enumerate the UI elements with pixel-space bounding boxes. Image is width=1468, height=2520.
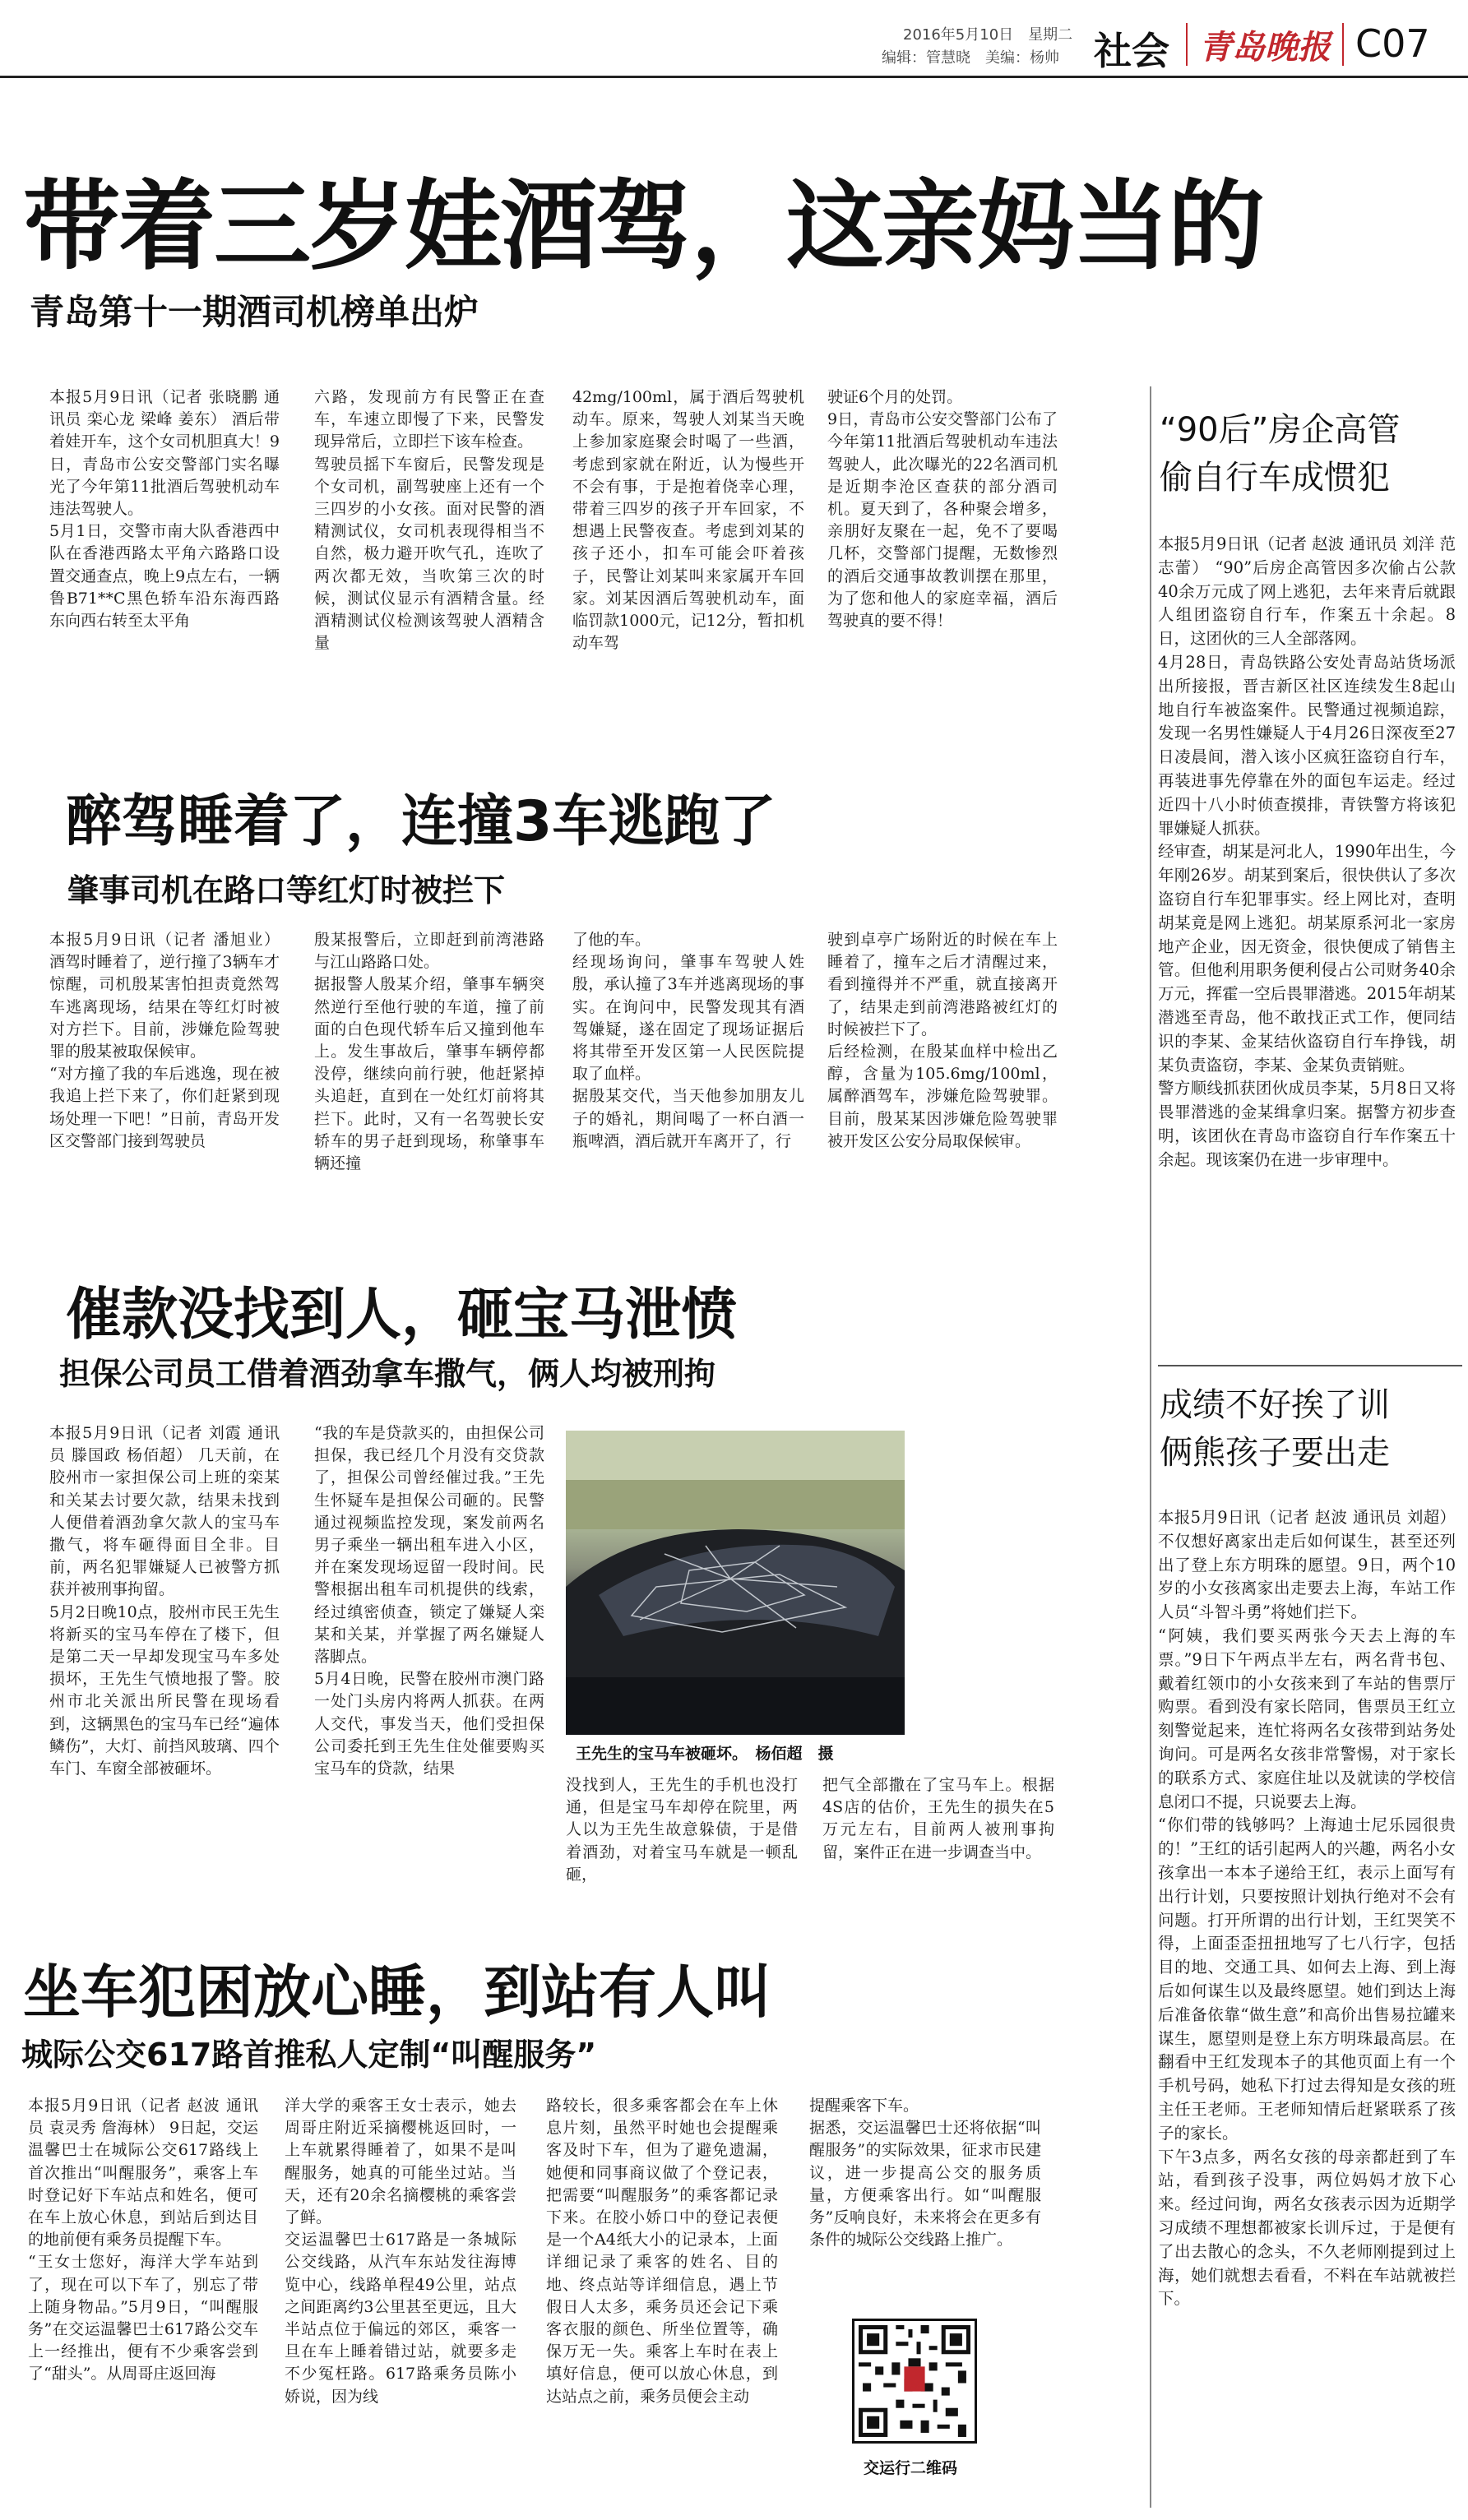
story3-col-2-text: “我的车是贷款买的，由担保公司担保，我已经几个月没有交贷款了，担保公司曾经催过我。”王先生怀疑车是担保公司砸的。民警通过视频监控发现，案发前两名男子乘坐一辆出租车进入小区，并在案发现场逗留一段时间。民警根据出租车司机提供的线索，经过缜密侦查，锁定了嫌疑人栾某和关某，并掌握了两名嫌疑人落脚点。 5月4日晚，民警在胶州市澳门路一处门头房内将两人抓获。在两人交代，事发当天，他们受担保公司委托到王先生住处催要购买宝马车的贷款，结果	[314, 1424, 544, 1778]
story1-headline: 带着三岁娃酒驾，这亲妈当的	[23, 169, 1264, 283]
story3-col-1-text: 本报5月9日讯（记者 刘霞 通讯员 滕国政 杨佰超） 几天前，在胶州市一家担保公司上班的栾某和关某去讨要欠款，结果未找到人便借着酒劲拿欠款人的宝马车撒气，将车砸得面目全非。目前，两名犯罪嫌疑人已被警方抓获并被刑事拘留。 5月2日晚10点，胶州市民王先生将新买的宝马车停在了楼下，但是第二天一早却发现宝马车多处损坏，王先生气愤地报了警。胶州市北关派出所民警在现场看到，这辆黑色的宝马车已经“遍体鳞伤”，大灯、前挡风玻璃、四个车门、车窗全部被砸坏。	[49, 1424, 280, 1778]
side2-body-text: 本报5月9日讯（记者 赵波 通讯员 刘超） 不仅想好离家出走后如何谋生，甚至还列出了登上东方明珠的愿望。9日，两个10岁的小女孩离家出走要去上海，车站工作人员“斗智斗勇”将她们拦下。 “阿姨，我们要买两张今天去上海的车票。”9日下午两点半左右，两名背书包、戴着红领巾的小女孩来到了车站的售票厅购票。看到没有家长陪同，售票员王红立刻警觉起来，连忙将两名女孩带到站务处询问。可是两名女孩非常警惕，对于家长的联系方式、家庭住址以及就读的学校信息闭口不提，只说要去上海。 “你们带的钱够吗？上海迪士尼乐园很贵的！”王红的话引起两人的兴趣，两名小女孩拿出一本本子递给王红，表示上面写有出行计划，只要按照计划执行绝对不会有问题。打开所谓的出行计划，王红哭笑不得，上面歪歪扭扭地写了七八行字，包括目的地、交通工具、如何去上海、到上海后如何谋生以及最终愿望。她们到达上海后准备依靠“做生意”和高价出售易拉罐来谋生，愿望则是登上东方明珠最高层。在翻看中王红发现本子的其他页面上有一个手机号码，她私下打过去得知是女孩的班主任王老师。王老师知情后赶紧联系了孩子的家长。 下午3点多，两名女孩的母亲都赶到了车站，看到孩子没事，两位妈妈才放下心来。经过问询，两名女孩表示因为近期学习成绩不理想都被家长训斥过，于是便有了出去散心的念头，不久老师刚提到过上海，她们就想去看看，不料在车站就被拦下。	[1158, 1508, 1456, 2309]
header-divider	[1186, 23, 1188, 66]
story1-col-2	[314, 386, 544, 748]
smashed-car-illustration	[566, 1431, 905, 1735]
page-header	[0, 0, 1468, 74]
story4-col-1	[28, 2095, 258, 2506]
story3-col-2	[314, 1422, 544, 1907]
newspaper-logo: 青岛晚报	[1199, 28, 1331, 67]
story1-col-4	[827, 386, 1058, 748]
qr-code-icon[interactable]	[852, 2319, 977, 2444]
story3-col-4	[822, 1774, 1054, 1910]
story4-col-1-text: 本报5月9日讯（记者 赵波 通讯员 袁灵秀 詹海林） 9日起，交运温馨巴士在城际公交617路线上首次推出“叫醒服务”，乘客上车时登记好下车站点和姓名，便可在车上放心休息，到站后到达目的地前便有乘务员提醒下车。 “王女士您好，海洋大学车站到了，现在可以下车了，别忘了带上随身物品。”5月9日，“叫醒服务”在交运温馨巴士617路公交车上一经推出，便有不少乘客尝到了“甜头”。从周哥庄返回海	[28, 2097, 258, 2384]
story2-col-1	[49, 929, 280, 1250]
story1-col-1-text: 本报5月9日讯（记者 张晓鹏 通讯员 栾心龙 梁峰 姜东） 酒后带着娃开车，这个女司机胆真大！9日，青岛市公安交警部门实名曝光了今年第11批酒后驾驶机动车违法驾驶人。 5月1日，交警市南大队香港西中队在香港西路太平角六路路口设置交通查点，晚上9点左右，一辆鲁B71**C黑色轿车沿东海西路东向西右转至太平角	[49, 388, 280, 631]
story3-col-4-text: 把气全部撒在了宝马车上。根据4S店的估价，王先生的损失在5万元左右，目前两人被刑事拘留，案件正在进一步调查当中。	[822, 1776, 1054, 1861]
story1-col-2-text: 六路，发现前方有民警正在查车，车速立即慢了下来，民警发现异常后，立即拦下该车检查。 驾驶员摇下车窗后，民警发现是个女司机，副驾驶座上还有一个三四岁的小女孩。面对民警的酒精测试仪，女司机表现得相当不自然，极力避开吹气孔，连吹了两次都无效，当吹第三次的时候，测试仪显示有酒精含量。经酒精测试仪检测该驾驶人酒精含量	[314, 388, 544, 653]
story4-headline: 坐车犯困放心睡，到站有人叫	[23, 1958, 771, 2026]
issue-date: 2016年5月10日 星期二	[903, 26, 1073, 44]
story4-col-3-text: 路较长，很多乘客都会在车上休息片刻，虽然平时她也会提醒乘客及时下车，但为了避免遗漏，她便和同事商议做了个登记表，把需要“叫醒服务”的乘客都记录下来。在胶小娇口中的登记表便是一个A4纸大小的记录本，上面详细记录了乘客的姓名、目的地、终点站等详细信息，遇上节假日人太多，乘务员还会记下乘客衣服的颜色、所坐位置等，确保万无一失。乘客上车时在表上填好信息，便可以放心休息，到达站点之前，乘务员便会主动	[546, 2097, 778, 2406]
page-number: C07	[1355, 21, 1430, 66]
story4-col-2-text: 洋大学的乘客王女士表示，她去周哥庄附近采摘樱桃返回时，一上车就累得睡着了，如果不是叫醒服务，她真的可能坐过站。当天，还有20余名摘樱桃的乘客尝了鲜。 交运温馨巴士617路是一条城际公交线路，从汽车东站发往海博览中心，线路单程49公里，站点之间距离约3公里甚至更远，且大半站点位于偏远的郊区，乘客一旦在车上睡着错过站，就要多走不少冤枉路。617路乘务员陈小娇说，因为线	[285, 2097, 516, 2406]
story4-col-4	[809, 2095, 1041, 2300]
story2-col-2	[314, 929, 544, 1250]
story2-subheadline: 肇事司机在路口等红灯时被拦下	[67, 872, 506, 909]
header-rule	[0, 76, 1468, 78]
story2-col-3	[572, 929, 804, 1250]
section-name: 社会	[1094, 29, 1169, 73]
story2-col-1-text: 本报5月9日讯（记者 潘旭业） 酒驾时睡着了，逆行撞了3辆车才惊醒，司机殷某害怕担责竟然驾车逃离现场，结果在等红灯时被对方拦下。目前，涉嫌危险驾驶罪的殷某被取保候审。 “对方撞了我的车后逃逸，现在被我追上拦下来了，你们赶紧到现场处理一下吧！”日前，青岛开发区交警部门接到驾驶员	[49, 931, 280, 1150]
story3-col-3-text: 没找到人，王先生的手机也没打通，但是宝马车却停在院里，两人以为王先生故意躲债，于是借着酒劲，对着宝马车就是一顿乱砸，	[566, 1776, 798, 1884]
story3-headline: 催款没找到人，砸宝马泄愤	[66, 1283, 738, 1348]
story1-subheadline: 青岛第十一期酒司机榜单出炉	[30, 292, 479, 332]
story4-col-3	[546, 2095, 778, 2506]
side1-headline: “90后”房企高管 偷自行车成惯犯	[1160, 411, 1401, 497]
story1-col-3-text: 42mg/100ml，属于酒后驾驶机动车。原来，驾驶人刘某当天晚上参加家庭聚会时喝了一些酒，考虑到家就在附近，认为慢些开不会有事，于是抱着侥幸心理，带着三四岁的孩子开车回家，不想遇上民警夜查。考虑到刘某的孩子还小，扣车可能会吓着孩子，民警让刘某叫来家属开车回家。刘某因酒后驾驶机动车，面临罚款1000元，记12分，暂扣机动车驾	[572, 388, 804, 653]
qr-caption: 交运行二维码	[864, 2459, 958, 2477]
story2-col-2-text: 殷某报警后，立即赶到前湾港路与江山路路口处。 据报警人殷某介绍，肇事车辆突然逆行至他行驶的车道，撞了前面的白色现代轿车后又撞到他车上。发生事故后，肇事车辆停都没停，继续向前行驶，他赶紧掉头追赶，直到在一处红灯前将其拦下。此时，又有一名驾驶长安轿车的男子赶到现场，称肇事车辆还撞	[314, 931, 544, 1173]
story2-col-3-text: 了他的车。 经现场询问，肇事车驾驶人姓殷，承认撞了3车并逃离现场的事实。在询问中，民警发现其有酒驾嫌疑，遂在固定了现场证据后将其带至开发区第一人民医院提取了血样。 据殷某交代，当天他参加朋友儿子的婚礼，期间喝了一杯白酒一瓶啤酒，酒后就开车离开了，行	[572, 931, 804, 1150]
column-divider	[1150, 386, 1151, 2508]
bmw-photo	[566, 1431, 905, 1735]
sidebar-rule	[1158, 1365, 1462, 1366]
story4-subheadline: 城际公交617路首推私人定制“叫醒服务”	[21, 2037, 597, 2073]
story1-col-4-text: 驶证6个月的处罚。 9日，青岛市公安交警部门公布了今年第11批酒后驾驶机动车违法驾驶人，此次曝光的22名酒司机是近期李沧区查获的部分酒司机。夏天到了，各种聚会增多，亲朋好友聚在一起，免不了要喝几杯，交警部门提醒，无数惨烈的酒后交通事故教训摆在那里，为了您和他人的家庭幸福，酒后驾驶真的要不得！	[827, 388, 1058, 631]
story3-col-3	[566, 1774, 798, 1910]
editors-line: 编辑：管慧晓 美编：杨帅	[882, 49, 1059, 67]
side1-body-text: 本报5月9日讯（记者 赵波 通讯员 刘洋 范志蕾） “90”后房企高管因多次偷占公款40余万元成了网上逃犯，去年来青后就跟人组团盗窃自行车，作案五十余起。8日，这团伙的三人全部落网。 4月28日，青岛铁路公安处青岛站货场派出所接报，晋吉新区社区连续发生8起山地自行车被盗案件。民警通过视频追踪，发现一名男性嫌疑人于4月26日深夜至27日凌晨间，潜入该小区疯狂盗窃自行车，再装进事先停靠在外的面包车运走。经过近四十八小时侦查摸排，青铁警方将该犯罪嫌疑人抓获。 经审查，胡某是河北人，1990年出生，今年刚26岁。胡某到案后，很快供认了多次盗窃自行车犯罪事实。经上网比对，查明胡某竟是网上逃犯。胡某原系河北一家房地产企业，因无资金，很快便成了销售主管。但他利用职务便利侵占公司财务40余万元，挥霍一空后畏罪潜逃。2015年胡某潜逃至青岛，他不敢找正式工作，便同结识的李某、金某结伙盗窃自行车挣钱，胡某负责盗窃，李某、金某负责销赃。 警方顺线抓获团伙成员李某，5月8日又将畏罪潜逃的金某缉拿归案。据警方初步查明，该团伙在青岛市盗窃自行车作案五十余起。现该案仍在进一步审理中。	[1158, 534, 1456, 1169]
story2-col-4	[827, 929, 1058, 1250]
story4-col-2	[285, 2095, 516, 2506]
qr-pattern	[854, 2321, 975, 2441]
side2-body	[1158, 1506, 1456, 2509]
story1-col-3	[572, 386, 804, 748]
story2-headline: 醉驾睡着了，连撞3车逃跑了	[66, 789, 776, 854]
story3-subheadline: 担保公司员工借着酒劲拿车撒气，俩人均被刑拘	[59, 1356, 716, 1392]
story1-col-1	[49, 386, 280, 748]
photo-caption: 王先生的宝马车被砸坏。 杨佰超 摄	[576, 1745, 834, 1763]
side1-body	[1158, 533, 1456, 1355]
story4-col-4-text: 提醒乘客下车。 据悉，交运温馨巴士还将依据“叫醒服务”的实际效果，征求市民建议，进一步提高公交的服务质量，方便乘客出行。如“叫醒服务”反响良好，未来将会在更多有条件的城际公交线路上推广。	[809, 2097, 1041, 2250]
header-divider	[1342, 23, 1344, 66]
story2-col-4-text: 驶到卓亭广场附近的时候在车上睡着了，撞车之后才清醒过来，看到撞得并不严重，就直接离开了，结果走到前湾港路被红灯的时候被拦下了。 后经检测，在殷某血样中检出乙醇，含量为105.6mg/100ml，属醉酒驾车，涉嫌危险驾驶罪。目前，殷某某因涉嫌危险驾驶罪被开发区公安分局取保候审。	[827, 931, 1058, 1150]
side2-headline: 成绩不好挨了训 俩熊孩子要出走	[1160, 1386, 1390, 1472]
story3-col-1	[49, 1422, 280, 1907]
